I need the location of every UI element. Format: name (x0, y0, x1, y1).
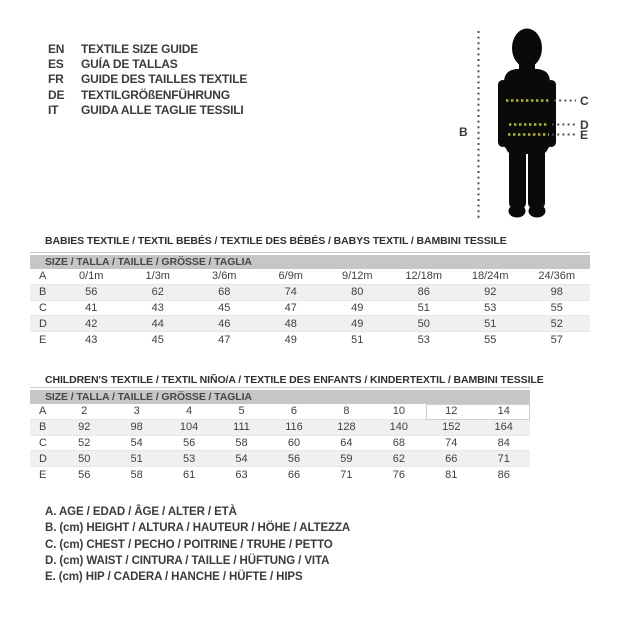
lang-row-es (48, 56, 247, 71)
size-cell: 80 (351, 286, 364, 299)
size-cell: 47 (218, 334, 231, 347)
size-cell: 68 (392, 436, 405, 449)
size-cell: 74 (445, 436, 458, 449)
babies-size-table (30, 252, 590, 348)
size-cell: 56 (182, 436, 196, 449)
size-cell: 43 (151, 301, 164, 314)
size-cell: 128 (337, 421, 356, 434)
legend-hip: E. (cm) HIP / CADERA / HANCHE / HÜFTE / HIPS (45, 571, 303, 584)
size-cell: 71 (340, 469, 353, 482)
size-cell: 58 (130, 469, 143, 482)
lang-title: GUÍA DE TALLAS (81, 57, 178, 72)
size-cell: 116 (285, 421, 303, 434)
lang-title: TEXTILGRÖßENFÜHRUNG (81, 87, 230, 102)
size-cell: 51 (484, 317, 497, 330)
size-cell: 14 (497, 405, 510, 418)
size-cell: 45 (151, 334, 164, 347)
size-cell: 53 (182, 452, 196, 465)
size-cell: 44 (151, 317, 164, 330)
row-label: D (39, 317, 47, 330)
size-row-D (30, 316, 590, 332)
measurement-legend (45, 504, 350, 585)
size-cell: 98 (550, 286, 563, 299)
size-cell: 6 (290, 405, 298, 418)
size-row-E (30, 467, 530, 483)
size-cell: 41 (85, 301, 98, 314)
size-row-A (30, 269, 590, 285)
row-label: D (39, 452, 47, 465)
lang-code: ES (48, 57, 64, 72)
lang-title: GUIDA ALLE TAGLIE TESSILI (81, 103, 244, 118)
size-cell: 164 (494, 421, 513, 434)
size-cell: 71 (497, 452, 510, 465)
size-cell: 12 (445, 405, 458, 418)
size-row-C (30, 436, 530, 452)
size-cell: 3/6m (212, 270, 237, 283)
size-cell: 62 (392, 452, 405, 465)
size-cell: 54 (235, 452, 248, 465)
size-cell: 84 (497, 436, 510, 449)
label-b: B (459, 125, 468, 139)
children-table-body (30, 387, 530, 483)
size-cell: 5 (238, 405, 245, 418)
size-cell: 4 (186, 405, 193, 418)
size-header-bar: SIZE / TALLA / TAILLE / GRÖSSE / TAGLIA (30, 255, 590, 269)
size-cell: 47 (284, 301, 297, 314)
label-e: E (580, 128, 589, 142)
size-cell: 45 (218, 301, 231, 314)
size-cell: 9/12m (341, 270, 373, 283)
size-cell: 53 (484, 301, 497, 314)
size-cell: 3 (133, 405, 140, 418)
lang-title: TEXTILE SIZE GUIDE (81, 41, 199, 56)
size-cell: 42 (85, 317, 98, 330)
row-label: B (39, 421, 47, 434)
child-silhouette (498, 29, 556, 218)
size-cell: 54 (130, 436, 143, 449)
size-row-D (30, 451, 530, 467)
size-cell: 59 (340, 452, 353, 465)
lang-row-fr (48, 72, 247, 87)
size-cell: 46 (218, 317, 231, 330)
size-cell: 66 (287, 469, 301, 482)
lang-row-en (48, 41, 247, 56)
size-cell: 98 (130, 421, 143, 434)
babies-table-body (30, 252, 590, 348)
size-row-B (30, 420, 530, 436)
size-cell: 92 (78, 421, 91, 434)
size-cell: 58 (235, 436, 248, 449)
size-cell: 152 (442, 421, 461, 434)
legend-age: A. AGE / EDAD / ÂGE / ALTER / ETÀ (45, 506, 237, 519)
size-cell: 56 (287, 452, 301, 465)
size-cell: 51 (417, 301, 430, 314)
lang-row-it (48, 103, 247, 118)
size-cell: 51 (351, 334, 364, 347)
lang-title: GUIDE DES TAILLES TEXTILE (81, 72, 248, 87)
size-header-bar: SIZE / TALLA / TAILLE / GRÖSSE / TAGLIA (30, 390, 530, 404)
legend-height: B. (cm) HEIGHT / ALTURA / HAUTEUR / HÖHE / ALTEZZA (45, 522, 351, 535)
size-cell: 104 (179, 421, 199, 434)
size-cell: 56 (85, 286, 98, 299)
size-cell: 49 (351, 301, 364, 314)
children-table-title: CHILDREN'S TEXTILE / TEXTIL NIÑO/A / TEXTILE DES ENFANTS / KINDERTEXTIL / BAMBINI TESSILE (45, 374, 544, 386)
size-cell: 50 (78, 452, 91, 465)
size-cell: 48 (284, 317, 297, 330)
lang-code: IT (48, 103, 59, 118)
size-cell: 49 (284, 334, 297, 347)
size-cell: 10 (392, 405, 405, 418)
size-cell: 57 (550, 334, 563, 347)
size-cell: 66 (445, 452, 458, 465)
children-size-table (30, 387, 530, 483)
size-cell: 76 (392, 469, 405, 482)
size-cell: 61 (182, 469, 196, 482)
size-cell: 68 (218, 286, 231, 299)
size-cell: 53 (417, 334, 430, 347)
babies-rows (30, 269, 590, 348)
size-cell: 24/36m (538, 270, 576, 283)
size-row-A (30, 404, 530, 420)
size-cell: 1/3m (145, 270, 170, 283)
label-d: D (580, 118, 589, 132)
size-cell: 62 (151, 286, 164, 299)
size-cell: 86 (417, 286, 430, 299)
row-label: C (39, 436, 47, 449)
size-cell: 51 (130, 452, 143, 465)
size-cell: 63 (235, 469, 248, 482)
size-cell: 55 (484, 334, 497, 347)
lang-code: FR (48, 72, 64, 87)
size-cell: 18/24m (471, 270, 509, 283)
children-rows (30, 404, 530, 483)
row-label: A (39, 270, 47, 283)
size-cell: 52 (550, 317, 563, 330)
row-label: E (39, 334, 47, 347)
size-cell: 74 (284, 286, 297, 299)
babies-table-title: BABIES TEXTILE / TEXTIL BEBÉS / TEXTILE DES BÉBÉS / BABYS TEXTIL / BAMBINI TESSILE (45, 235, 507, 247)
size-cell: 64 (340, 436, 353, 449)
size-cell: 2 (81, 405, 88, 418)
size-cell: 6/9m (278, 270, 303, 283)
size-cell: 55 (550, 301, 563, 314)
lang-row-de (48, 87, 247, 102)
size-cell: 86 (497, 469, 510, 482)
size-cell: 12/18m (405, 270, 443, 283)
size-cell: 50 (417, 317, 430, 330)
row-label: A (39, 405, 47, 418)
size-cell: 0/1m (79, 270, 104, 283)
size-cell: 8 (343, 405, 350, 418)
lang-code: DE (48, 87, 65, 102)
label-c: C (580, 94, 589, 108)
size-cell: 81 (445, 469, 458, 482)
size-cell: 92 (484, 286, 497, 299)
size-row-C (30, 301, 590, 317)
size-cell: 60 (287, 436, 301, 449)
size-cell: 111 (233, 421, 250, 434)
size-cell: 56 (78, 469, 91, 482)
legend-chest: C. (cm) CHEST / PECHO / POITRINE / TRUHE / PETTO (45, 538, 333, 551)
legend-waist: D. (cm) WAIST / CINTURA / TAILLE / HÜFTUNG / VITA (45, 555, 330, 568)
size-cell: 52 (78, 436, 91, 449)
size-row-B (30, 285, 590, 301)
size-cell: 49 (351, 317, 364, 330)
size-row-E (30, 332, 590, 348)
row-label: E (39, 469, 47, 482)
row-label: B (39, 286, 47, 299)
row-label: C (39, 301, 47, 314)
language-title-list (48, 41, 247, 118)
size-cell: 43 (85, 334, 98, 347)
child-silhouette-figure (437, 5, 615, 230)
size-cell: 140 (389, 421, 409, 434)
lang-code: EN (48, 41, 65, 56)
